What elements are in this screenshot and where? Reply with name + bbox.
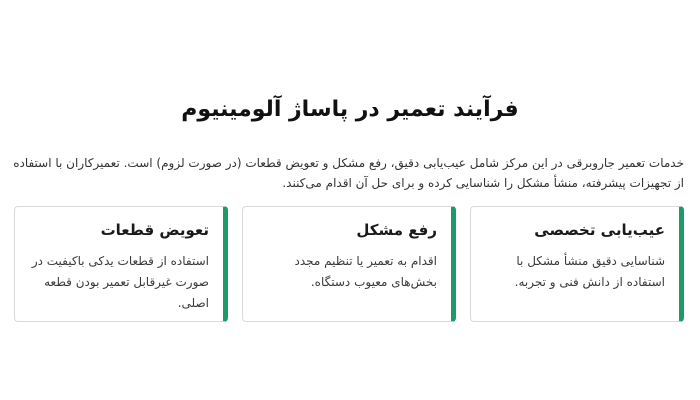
process-cards <box>14 206 684 322</box>
card-diagnosis <box>470 206 684 322</box>
card-title: عیب‌یابی تخصصی <box>534 221 665 239</box>
card-title: تعویض قطعات <box>100 221 209 239</box>
card-parts-replacement <box>14 206 228 322</box>
page-title: فرآیند تعمیر در پاساژ آلومینیوم <box>181 97 519 122</box>
card-text: اقدام به تعمیر یا تنظیم مجدد بخش‌های معیوب دستگاه. <box>294 254 437 289</box>
card-title: رفع مشکل <box>356 221 437 239</box>
card-text: شناسایی دقیق منشأ مشکل با استفاده از دانش فنی و تجربه. <box>514 254 665 289</box>
card-text: استفاده از قطعات یدکی باکیفیت در صورت غیرقابل تعمیر بودن قطعه اصلی. <box>31 254 209 310</box>
intro-paragraph: خدمات تعمیر جاروبرقی در این مرکز شامل عیب‌یابی دقیق، رفع مشکل و تعویض قطعات (در صورت لزوم) است. تعمیرکاران با استفاده از تجهیزات پیشرفته، منشأ مشکل را شناسایی کرده و برای حل آن اقدام می‌کنند. <box>13 156 684 190</box>
card-fix <box>242 206 456 322</box>
